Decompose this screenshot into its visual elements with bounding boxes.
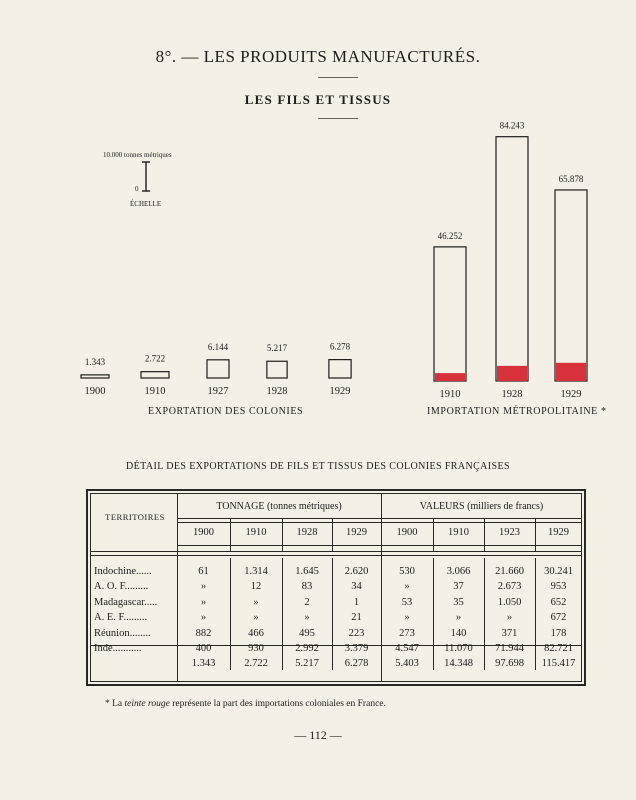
export-bar-1928 xyxy=(267,361,287,378)
table-total-cell: 6.278 xyxy=(344,658,369,669)
footnote-post: représente la part des importations coloniales en France. xyxy=(172,699,386,709)
import-colonial-share-1929 xyxy=(556,363,586,381)
table-row-name: Inde........... xyxy=(94,643,142,654)
table-total-cell: 5.217 xyxy=(295,658,319,669)
table-cell: 12 xyxy=(250,581,262,593)
table-cell: 953 xyxy=(550,581,567,593)
table-cell: 2 xyxy=(304,596,310,608)
table-cell: 82.721 xyxy=(544,643,573,654)
import-value-label-1928: 84.243 xyxy=(499,120,525,131)
col-header-tonnage-1929: 1929 xyxy=(346,527,367,538)
table-cell: » xyxy=(455,612,462,624)
table-cell: 1 xyxy=(353,596,360,608)
import-year-label-1928: 1928 xyxy=(501,389,523,400)
export-value-label-1928: 5.217 xyxy=(266,343,288,354)
table-row-name: A. O. F......... xyxy=(94,581,149,593)
table-cell: » xyxy=(304,612,310,624)
export-year-label-1928: 1928 xyxy=(266,386,288,397)
table-cell: 140 xyxy=(450,627,467,639)
table-cell: 530 xyxy=(399,566,415,577)
export-bar-1927 xyxy=(207,360,229,378)
export-year-label-1900: 1900 xyxy=(84,386,106,397)
table-cell: 400 xyxy=(195,643,212,654)
table-cell: » xyxy=(404,581,410,593)
export-bar-1929 xyxy=(329,360,351,378)
table-total-cell: 14.348 xyxy=(444,658,473,669)
import-year-label-1929: 1929 xyxy=(560,389,582,400)
import-value-label-1910: 46.252 xyxy=(437,230,463,241)
table-cell: 371 xyxy=(501,627,518,639)
table-cell: 1.050 xyxy=(497,596,522,608)
table-cell: 11.070 xyxy=(444,643,473,654)
table-cell: 61 xyxy=(198,566,209,577)
footnote-pre: La xyxy=(112,699,123,709)
table-cell: 652 xyxy=(550,596,567,608)
table-cell: » xyxy=(506,612,513,624)
export-chart-caption: EXPORTATION DES COLONIES xyxy=(148,406,304,417)
col-header-tonnage-1900: 1900 xyxy=(193,527,214,538)
table-total-cell: 1.343 xyxy=(191,658,216,669)
col-header-valeurs-1923: 1923 xyxy=(499,527,520,538)
table-cell: 495 xyxy=(299,627,315,639)
import-colonial-share-1928 xyxy=(497,366,527,381)
col-header-territoires: TERRITOIRES xyxy=(105,512,165,522)
export-year-label-1910: 1910 xyxy=(144,386,166,397)
table-cell: 4.547 xyxy=(395,643,419,654)
export-bar-1910 xyxy=(141,372,169,378)
table-cell: 466 xyxy=(248,627,264,639)
col-header-valeurs: VALEURS (milliers de francs) xyxy=(419,501,544,512)
table-row-name: Indochine...... xyxy=(94,566,152,577)
col-header-tonnage-1910: 1910 xyxy=(245,527,267,538)
table-cell: » xyxy=(253,612,259,624)
table-cell: 930 xyxy=(248,643,264,654)
table-cell: 37 xyxy=(453,581,464,593)
export-bar-1900 xyxy=(81,375,109,378)
table-group-rule xyxy=(177,518,582,519)
table-cell: 21.660 xyxy=(495,566,524,577)
export-value-label-1900: 1.343 xyxy=(84,356,106,367)
page-title: 8°. — LES PRODUITS MANUFACTURÉS. xyxy=(155,47,481,66)
table-total-cell: 115.417 xyxy=(541,658,576,669)
table-group-rule xyxy=(177,522,582,523)
import-bar-1928 xyxy=(496,137,528,381)
table-cell: 35 xyxy=(453,596,464,608)
table-total-cell: 5.403 xyxy=(395,658,419,669)
table-cell: 21 xyxy=(351,612,362,624)
table-cell: 882 xyxy=(195,627,212,639)
table-cell: » xyxy=(253,596,259,608)
footnote-emph: teinte rouge xyxy=(124,699,170,709)
import-year-label-1910: 1910 xyxy=(439,389,461,400)
footnote-marker: * xyxy=(105,699,110,709)
table-cell: 1.314 xyxy=(244,566,268,577)
table-header-rule xyxy=(177,545,582,546)
col-header-valeurs-1910: 1910 xyxy=(448,527,469,538)
chart-section-title: LES FILS ET TISSUS xyxy=(244,92,392,107)
table-cell: 53 xyxy=(401,596,413,608)
col-header-tonnage: TONNAGE (tonnes métriques) xyxy=(216,501,342,512)
footnote xyxy=(105,699,386,709)
import-bar-1929 xyxy=(555,190,587,381)
table-row-name: Réunion........ xyxy=(94,627,151,639)
export-year-label-1929: 1929 xyxy=(329,386,351,397)
table-cell: 30.241 xyxy=(544,566,573,577)
import-caption-marker: * xyxy=(601,406,607,417)
table-caption: DÉTAIL DES EXPORTATIONS DE FILS ET TISSUS DES COLONIES FRANÇAISES xyxy=(126,461,510,472)
table-cell: 672 xyxy=(550,612,567,624)
scale-zero-label: 0 xyxy=(135,185,139,193)
table-header-rule xyxy=(90,551,582,552)
col-header-tonnage-1928: 1928 xyxy=(296,527,318,538)
col-header-valeurs-1929: 1929 xyxy=(548,527,569,538)
table-cell: » xyxy=(200,581,207,593)
col-header-valeurs-1900: 1900 xyxy=(396,527,418,538)
table-cell: 178 xyxy=(550,627,567,639)
table-cell: 2.992 xyxy=(295,643,319,654)
table-cell: 1.645 xyxy=(295,566,319,577)
import-chart-caption-text: IMPORTATION MÉTROPOLITAINE xyxy=(427,406,598,417)
scale-top-label: 10.000 tonnes métriques xyxy=(103,151,172,159)
table-row-name: A. E. F......... xyxy=(94,612,148,624)
table-cell: 2.620 xyxy=(344,566,369,577)
table-cell: 2.673 xyxy=(497,581,522,593)
import-chart-caption xyxy=(427,406,607,417)
table-total-cell: 2.722 xyxy=(244,658,268,669)
import-value-label-1929: 65.878 xyxy=(558,173,584,184)
table-cell: 3.066 xyxy=(446,566,471,577)
scale-caption: ÉCHELLE xyxy=(130,200,162,208)
import-bar-1910 xyxy=(434,247,466,381)
table-cell: » xyxy=(200,596,207,608)
table-cell: 3.379 xyxy=(344,643,369,654)
table-cell: 83 xyxy=(301,581,313,593)
export-value-label-1910: 2.722 xyxy=(144,353,166,364)
export-value-label-1927: 6.144 xyxy=(207,341,229,352)
table-header-rule xyxy=(90,555,582,556)
table-cell: » xyxy=(404,612,410,624)
table-row-name: Madagascar..... xyxy=(94,596,158,608)
table-cell: 71.944 xyxy=(495,643,524,654)
export-year-label-1927: 1927 xyxy=(207,386,229,397)
table-cell: 223 xyxy=(348,627,365,639)
table-cell: 34 xyxy=(351,581,362,593)
export-value-label-1929: 6.278 xyxy=(329,341,351,352)
table-cell: 273 xyxy=(399,627,415,639)
table-total-cell: 97.698 xyxy=(495,658,524,669)
table-cell: » xyxy=(200,612,207,624)
page-number: — 112 — xyxy=(294,728,342,742)
import-colonial-share-1910 xyxy=(435,373,465,381)
